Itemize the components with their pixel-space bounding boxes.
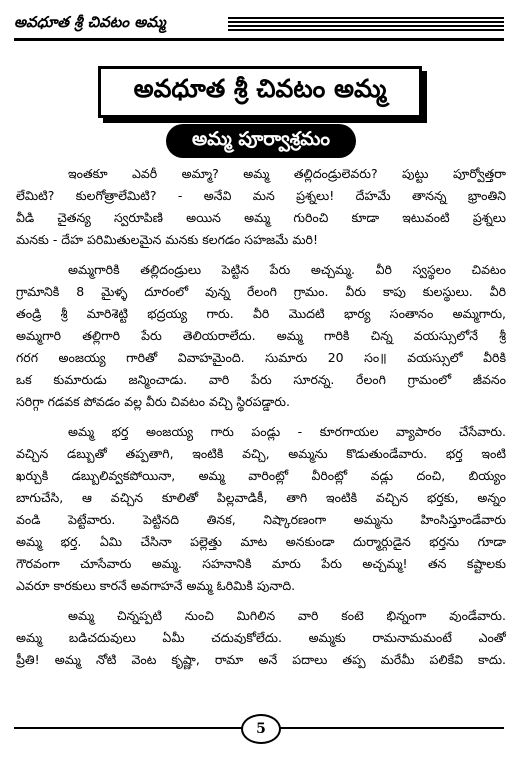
section-heading-badge <box>166 124 356 158</box>
text-line: గ్రామానికి 8 మైళ్ళ దూరంలో వున్న రేలంగి గ్రామం. వీరు కాపు కులస్థులు. వీరి <box>16 284 506 299</box>
text-line: అమ్మ భర్త. ఏమి చేసినా పల్లెత్తు మాట అనకుండా దుర్మార్గుడైన భర్తను గూడా <box>16 534 506 549</box>
text-line: గౌరవంగా చూసేవారు అమ్మ. సహనానికి మారు పేరు అచ్చమ్మ! తన కష్టాలకు <box>16 556 506 571</box>
text-line: అమ్మగారి తల్లిగారి పేరు తెలియరాలేదు. అమ్మ గారికి చిన్న వయస్సులోనే శ్రీ <box>16 328 506 343</box>
paragraph <box>16 421 506 597</box>
text-line: ఒక కుమారుడు జన్మించాడు. వారి పేరు సూరన్న. రేలంగి గ్రామంలో జీవనం <box>16 372 506 387</box>
page-title: అవధూత శ్రీ చివటం అమ్మ <box>133 74 387 103</box>
text-line: తండ్రి శ్రీ మారిశెట్టి భద్రయ్య గారు. వీరి మొదటి భార్య సంతానం అమ్మగారు, <box>16 306 506 321</box>
text-line: ఖర్చుకి డబ్బులివ్వకపోయినా, అమ్మ వారింట్లో వీరింట్లో వడ్లు దంచి, బియ్యం <box>16 468 506 483</box>
text-line: ప్రీతి! అమ్మ నోటి వెంట కృష్ణా, రామా అనే పదాలు తప్ప మరేమీ పలికేవి కాదు. <box>16 652 506 667</box>
paragraph <box>16 259 506 413</box>
title-box <box>98 66 422 118</box>
page-number-badge <box>241 714 281 744</box>
text-line: మనకు - దేహ పరిమితులమైన మనకు కలగడం సహజమే మరి! <box>16 232 318 247</box>
header-divider <box>14 38 504 41</box>
text-line: వచ్చిన డబ్బుతో తప్పతాగి, ఇంటికి వచ్చి, అమ్మను కొడుతుండేవారు. భర్త ఇంటి <box>16 446 506 461</box>
running-header-title: అవధూత శ్రీ చివటం అమ్మ <box>14 13 166 31</box>
text-line: గరగ అంజయ్య గారితో వివాహమైంది. సుమారు 20 సం॥ వయస్సులో వీరికి <box>16 350 506 365</box>
text-line: వండి పెట్టేవారు. పెట్టినది తినక, నిష్కారణంగా అమ్మను హింసిస్తూండేవారు <box>16 512 506 527</box>
text-line: అమ్మ భర్త అంజయ్య గారు పండ్లు - కూరగాయల వ్యాపారం చేసేవారు. <box>68 424 506 439</box>
text-line: ఇంతకూ ఎవరీ అమ్మా? అమ్మ తల్లిదండ్రులెవరు? పుట్టు పూర్వోత్తరా <box>68 166 506 181</box>
section-heading: అమ్మ పూర్వాశ్రమం <box>192 127 330 150</box>
text-line: వీడి చైతన్య స్వరూపిణి అయిన అమ్మ గురించి కూడా ఇటువంటి ప్రశ్నలు <box>16 210 506 225</box>
text-line: సరిగ్గా గడవక పోవడం వల్ల వీరు చివటం వచ్చి స్థిరపడ్డారు. <box>16 394 290 409</box>
paragraph <box>16 605 506 671</box>
text-line: అమ్మ చిన్నప్పటి నుంచి మిగిలిన వారి కంటె భిన్నంగా వుండేవారు. <box>68 608 506 623</box>
text-line: అమ్మ బడిచదువులు ఏమీ చదువుకోలేదు. అమ్మకు రామనామమంటే ఎంతో <box>16 630 506 645</box>
paragraph <box>16 163 506 251</box>
header-decorative-rules <box>228 17 504 33</box>
text-line: లేమిటి? కులగోత్రాలేమిటి? - అనేవి మన ప్రశ్నలు! దేహమే తానన్న భ్రాంతిని <box>16 188 506 203</box>
body-text <box>16 163 506 679</box>
page-number: 5 <box>256 721 266 737</box>
text-line: ఎవరూ కారకులు కారనే అవగాహనే అమ్మ ఓరిమికి పునాది. <box>16 578 296 593</box>
running-header <box>14 12 504 36</box>
text-line: అమ్మగారికి తల్లిదండ్రులు పెట్టిన పేరు అచ్చమ్మ. వీరి స్వస్థలం చివటం <box>68 262 506 277</box>
text-line: బాగుచేసి, ఆ వచ్చిన కూలితో పిల్లవాడికీ, తాగి ఇంటికి వచ్చిన భర్తకు, అన్నం <box>16 490 506 505</box>
